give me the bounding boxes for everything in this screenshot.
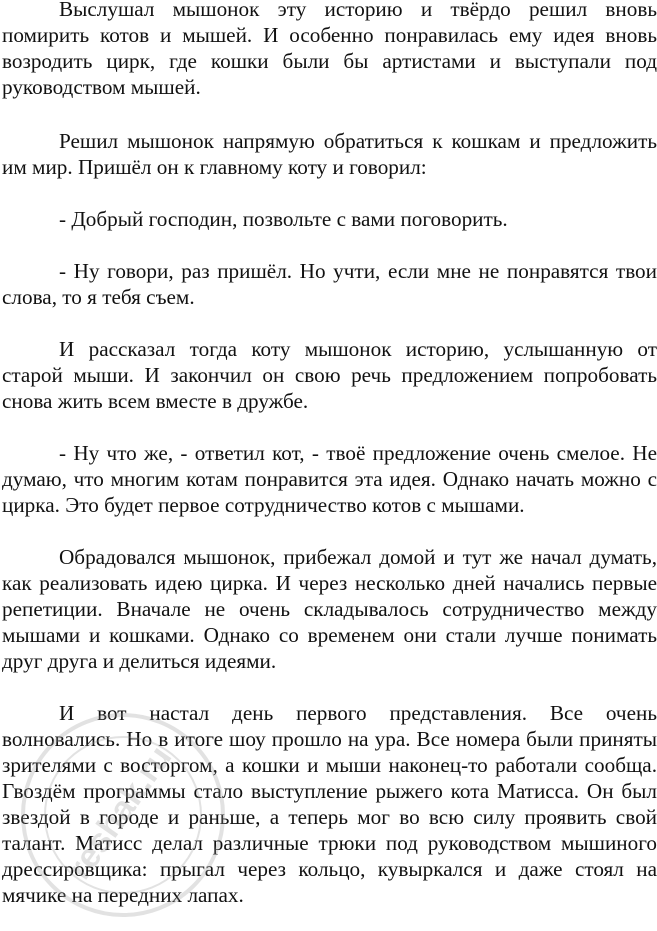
paragraph-5: И рассказал тогда коту мышонок историю, услышанную от старой мыши. И закончил он свою речь предложением попробовать снова жить всем вместе в дружбе. bbox=[2, 337, 657, 413]
paragraph-2: Решил мышонок напрямую обратиться к кошкам и предложить им мир. Пришёл он к главному коту и говорил: bbox=[2, 129, 657, 179]
paragraph-1: Выслушал мышонок эту историю и твёрдо решил вновь помирить котов и мышей. И особенно понравилась ему идея вновь возродить цирк, где кошки были бы артистами и выступали под руководством мышей. bbox=[2, 0, 657, 99]
paragraph-6: - Ну что же, - ответил кот, - твоё предложение очень смелое. Не думаю, что многим котам понравится эта идея. Однако начать можно с цирка. Это будет первое сотрудничество котов с мышами. bbox=[2, 441, 657, 517]
paragraph-8: И вот настал день первого представления. Все очень волновались. Но в итоге шоу прошло на ура. Все номера были приняты зрителями с восторгом, а кошки и мыши наконец-то работали сообща. Гвоздём программы стало выступление рыжего кота Матисса. Он был звездой в городе и раньше, а теперь мог во всю силу проявить свой талант. Матисс делал различные трюки под руководством мышиного дрессировщика: прыгал через кольцо, кувыркался и даже стоял на мячике на передних лапах. bbox=[2, 701, 657, 907]
paragraph-4: - Ну говори, раз пришёл. Но учти, если мне не понравятся твои слова, то я тебя съем. bbox=[2, 259, 657, 309]
watermark-text: reshak.ru bbox=[60, 739, 180, 887]
paragraph-7: Обрадовался мышонок, прибежал домой и тут же начал думать, как реализовать идею цирка. И через несколько дней начались первые репетиции. Вначале не очень складывалось сотрудничество между мышами и кошками. Однако со временем они стали лучше понимать друг друга и делиться идеями. bbox=[2, 545, 657, 673]
paragraph-3: - Добрый господин, позвольте с вами поговорить. bbox=[59, 207, 508, 231]
